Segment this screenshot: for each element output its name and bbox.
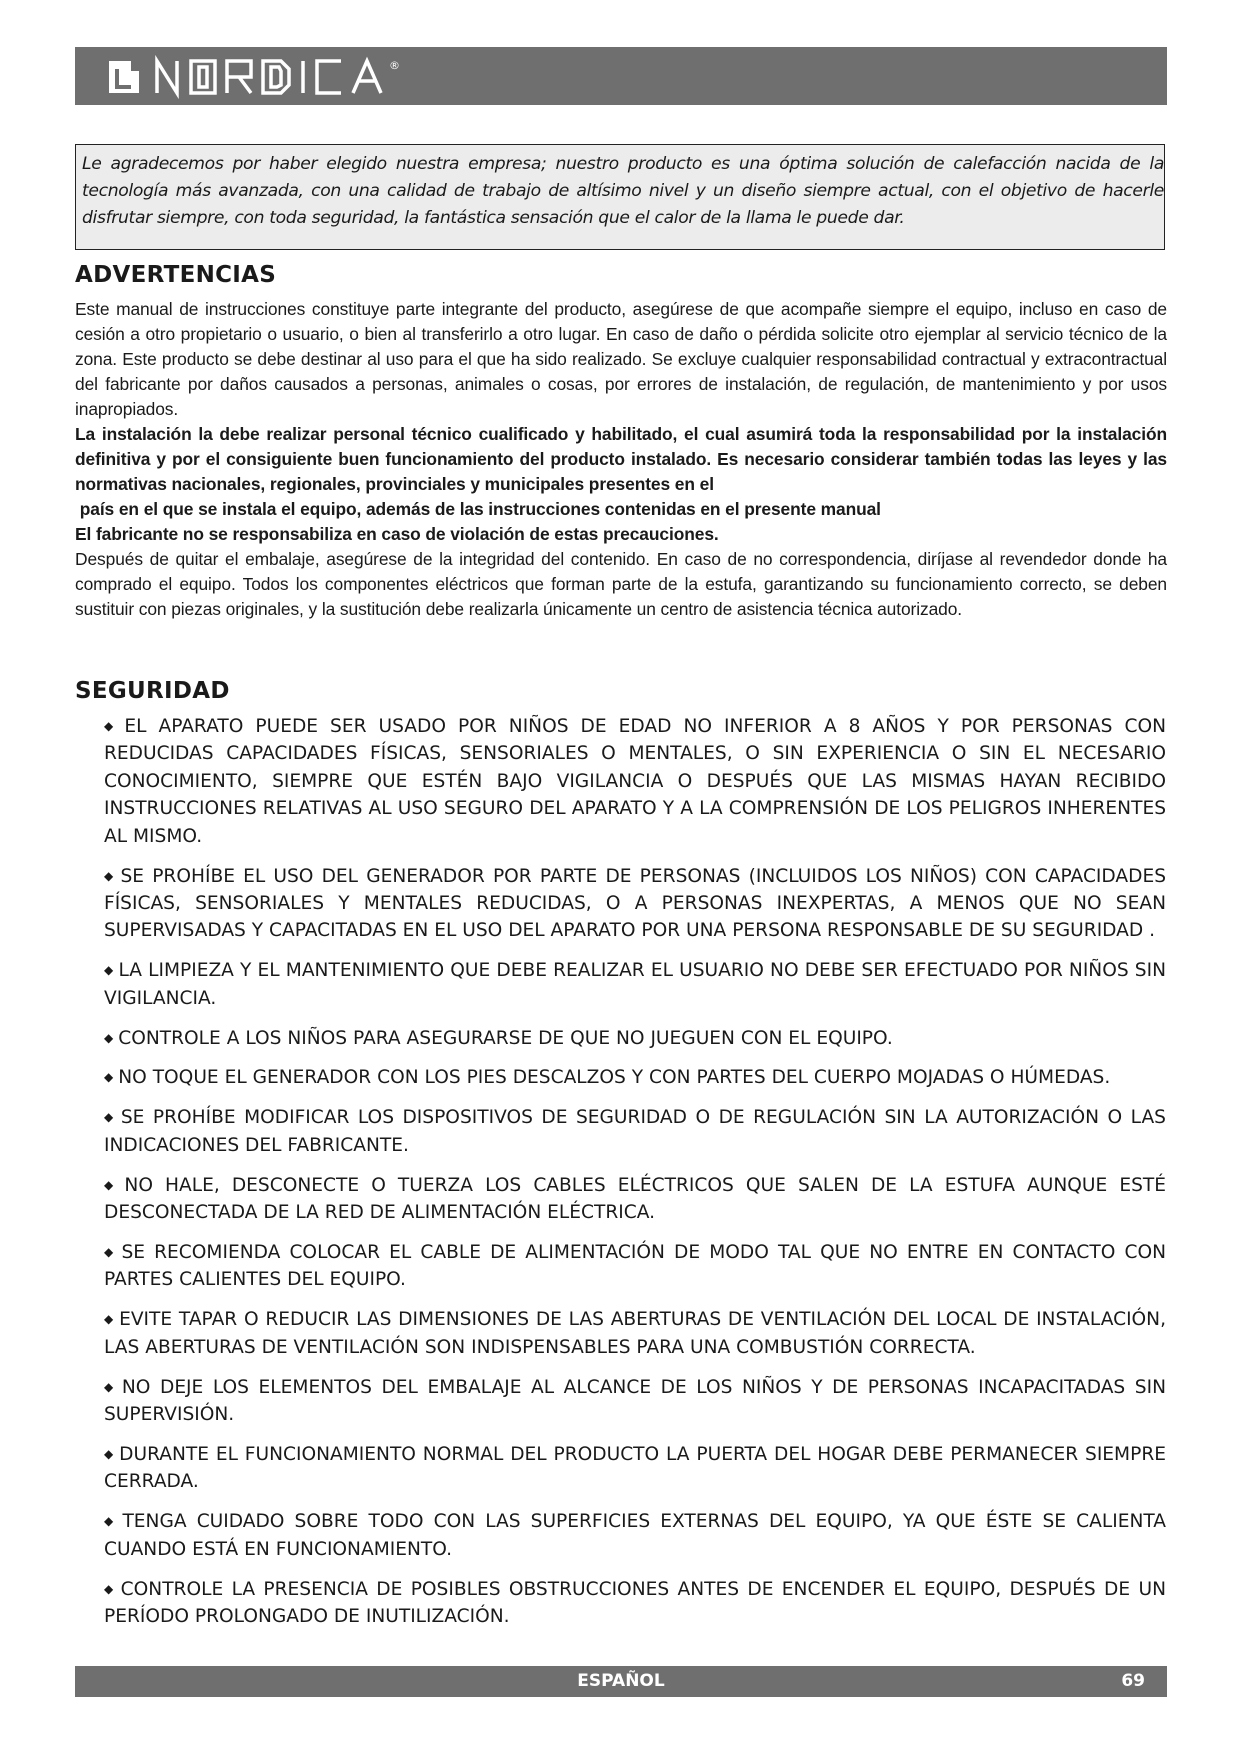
- diamond-bullet-icon: ◆: [104, 1514, 118, 1529]
- diamond-bullet-icon: ◆: [104, 719, 120, 733]
- list-item: ◆ NO TOQUE EL GENERADOR CON LOS PIES DESCALZOS Y CON PARTES DEL CUERPO MOJADAS O HÚMEDAS.: [104, 1067, 1111, 1089]
- list-item: ◆ LA LIMPIEZA Y EL MANTENIMIENTO QUE DEBE REALIZAR EL USUARIO NO DEBE SER EFECTUADO POR NIÑOS SIN VIGILANCIA.: [104, 960, 1166, 1009]
- list-item: ◆ NO DEJE LOS ELEMENTOS DEL EMBALAJE AL ALCANCE DE LOS NIÑOS Y DE PERSONAS INCAPACITADAS SIN SUPERVISIÓN.: [104, 1376, 1166, 1426]
- list-item: ◆ EL APARATO PUEDE SER USADO POR NIÑOS DE EDAD NO INFERIOR A 8 AÑOS Y POR PERSONAS CON REDUCIDAS CAPACIDADES FÍSICAS, SENSORIALES O MENTALES, O SIN EXPERIENCIA O SIN EL NECESARIO CONOCIMIENTO, SIEMPRE QUE ESTÉN BAJO VIGILANCIA O DESPUÉS QUE LAS MISMAS HAYAN RECIBIDO INSTRUCCIONES RELATIVAS AL USO SEGURO DEL APARATO Y A LA COMPRENSIÓN DE LOS PELIGROS INHERENTES AL MISMO.: [104, 716, 1166, 847]
- advertencias-bold-3: El fabricante no se responsabiliza en caso de violación de estas precauciones.: [75, 524, 719, 544]
- diamond-bullet-icon: ◆: [104, 1379, 117, 1394]
- footer-language: ESPAÑOL: [577, 1671, 665, 1691]
- list-item: ◆ SE PROHÍBE EL USO DEL GENERADOR POR PARTE DE PERSONAS (INCLUIDOS LOS NIÑOS) CON CAPACIDADES FÍSICAS, SENSORIALES Y MENTALES REDUCIDAS, O A PERSONAS INEXPERTAS, A MENOS QUE NO SEAN SUPERVISADAS Y CAPACITADAS EN EL USO DEL APARATO POR UNA PERSONA RESPONSABLE DE SU SEGURIDAD .: [104, 865, 1166, 942]
- list-item: ◆ NO HALE, DESCONECTE O TUERZA LOS CABLES ELÉCTRICOS QUE SALEN DE LA ESTUFA AUNQUE ESTÉ DESCONECTADA DE LA RED DE ALIMENTACIÓN ELÉCTRICA.: [104, 1174, 1166, 1224]
- diamond-bullet-icon: ◆: [104, 1312, 115, 1327]
- footer-bar: [75, 1666, 1167, 1697]
- diamond-bullet-icon: ◆: [104, 1030, 114, 1045]
- list-item: ◆ CONTROLE A LOS NIÑOS PARA ASEGURARSE DE QUE NO JUEGUEN CON EL EQUIPO.: [104, 1027, 893, 1049]
- list-item: ◆ DURANTE EL FUNCIONAMIENTO NORMAL DEL PRODUCTO LA PUERTA DEL HOGAR DEBE PERMANECER SIEMPRE CERRADA.: [104, 1443, 1166, 1493]
- advertencias-bold-1: La instalación la debe realizar personal técnico cualificado y habilitado, el cual asumirá toda la responsabilidad por la instalación definitiva y por el consiguiente buen funcionamiento del producto instalado. Es necesario considerar también todas las leyes y las normativas nacionales, regionales, provinciales y municipales presentes en el: [75, 424, 1167, 494]
- advertencias-bold-2: país en el que se instala el equipo, además de las instrucciones contenidas en el presente manual: [75, 499, 881, 519]
- advertencias-paragraph-2: Después de quitar el embalaje, asegúrese de la integridad del contenido. En caso de no correspondencia, diríjase al revendedor donde ha comprado el equipo. Todos los componentes eléctricos que forman parte de la estufa, garantizando su funcionamiento correcto, se deben sustituir con piezas originales, y la sustitución debe realizarla únicamente un centro de asistencia técnica autorizado.: [75, 549, 1167, 619]
- diamond-bullet-icon: ◆: [104, 963, 114, 978]
- diamond-bullet-icon: ◆: [104, 1446, 115, 1461]
- list-item: ◆ SE RECOMIENDA COLOCAR EL CABLE DE ALIMENTACIÓN DE MODO TAL QUE NO ENTRE EN CONTACTO CON PARTES CALIENTES DEL EQUIPO.: [104, 1242, 1166, 1291]
- seguridad-list: [104, 713, 1166, 1643]
- intro-text: Le agradecemos por haber elegido nuestra empresa; nuestro producto es una óptima solución de calefacción nacida de la tecnología más avanzada, con una calidad de trabajo de altísimo nivel y un diseño siempre actual, con el objetivo de hacerle disfrutar siempre, con toda seguridad, la fantástica sensación que el calor de la llama le puede dar.: [82, 154, 1164, 228]
- list-item: ◆ SE PROHÍBE MODIFICAR LOS DISPOSITIVOS DE SEGURIDAD O DE REGULACIÓN SIN LA AUTORIZACIÓN O LAS INDICACIONES DEL FABRICANTE.: [104, 1107, 1166, 1156]
- list-item: ◆ CONTROLE LA PRESENCIA DE POSIBLES OBSTRUCCIONES ANTES DE ENCENDER EL EQUIPO, DESPUÉS DE UN PERÍODO PROLONGADO DE INUTILIZACIÓN.: [104, 1578, 1166, 1627]
- diamond-bullet-icon: ◆: [104, 868, 116, 883]
- advertencias-body: [75, 297, 1167, 622]
- diamond-bullet-icon: ◆: [104, 1245, 117, 1259]
- nordica-logo: [105, 55, 485, 99]
- advertencias-paragraph-1: Este manual de instrucciones constituye parte integrante del producto, asegúrese de que acompañe siempre el equipo, incluso en caso de cesión a otro propietario o usuario, o bien al transferirlo a otro lugar. En caso de daño o pérdida solicite otro ejemplar al servicio técnico de la zona. Este producto se debe destinar al uso para el que ha sido realizado. Se excluye cualquier responsabilidad contractual y extracontractual del fabricante por daños causados a personas, animales o cosas, por errores de instalación, de regulación, de mantenimiento y por usos inapropiados.: [75, 299, 1167, 419]
- list-item: ◆ EVITE TAPAR O REDUCIR LAS DIMENSIONES DE LAS ABERTURAS DE VENTILACIÓN DEL LOCAL DE INSTALACIÓN, LAS ABERTURAS DE VENTILACIÓN SON INDISPENSABLES PARA UNA COMBUSTIÓN CORRECTA.: [104, 1309, 1167, 1358]
- intro-box: [75, 144, 1165, 250]
- diamond-bullet-icon: ◆: [104, 1177, 120, 1192]
- diamond-bullet-icon: ◆: [104, 1070, 114, 1085]
- registered-mark: ®: [389, 59, 400, 72]
- header-bar: [75, 47, 1167, 105]
- seguridad-title: SEGURIDAD: [75, 678, 230, 704]
- diamond-bullet-icon: ◆: [104, 1581, 116, 1596]
- advertencias-title: ADVERTENCIAS: [75, 262, 277, 288]
- diamond-bullet-icon: ◆: [104, 1110, 116, 1125]
- page-number: 69: [1121, 1671, 1145, 1691]
- list-item: ◆ TENGA CUIDADO SOBRE TODO CON LAS SUPERFICIES EXTERNAS DEL EQUIPO, YA QUE ÉSTE SE CALIENTA CUANDO ESTÁ EN FUNCIONAMIENTO.: [104, 1511, 1166, 1560]
